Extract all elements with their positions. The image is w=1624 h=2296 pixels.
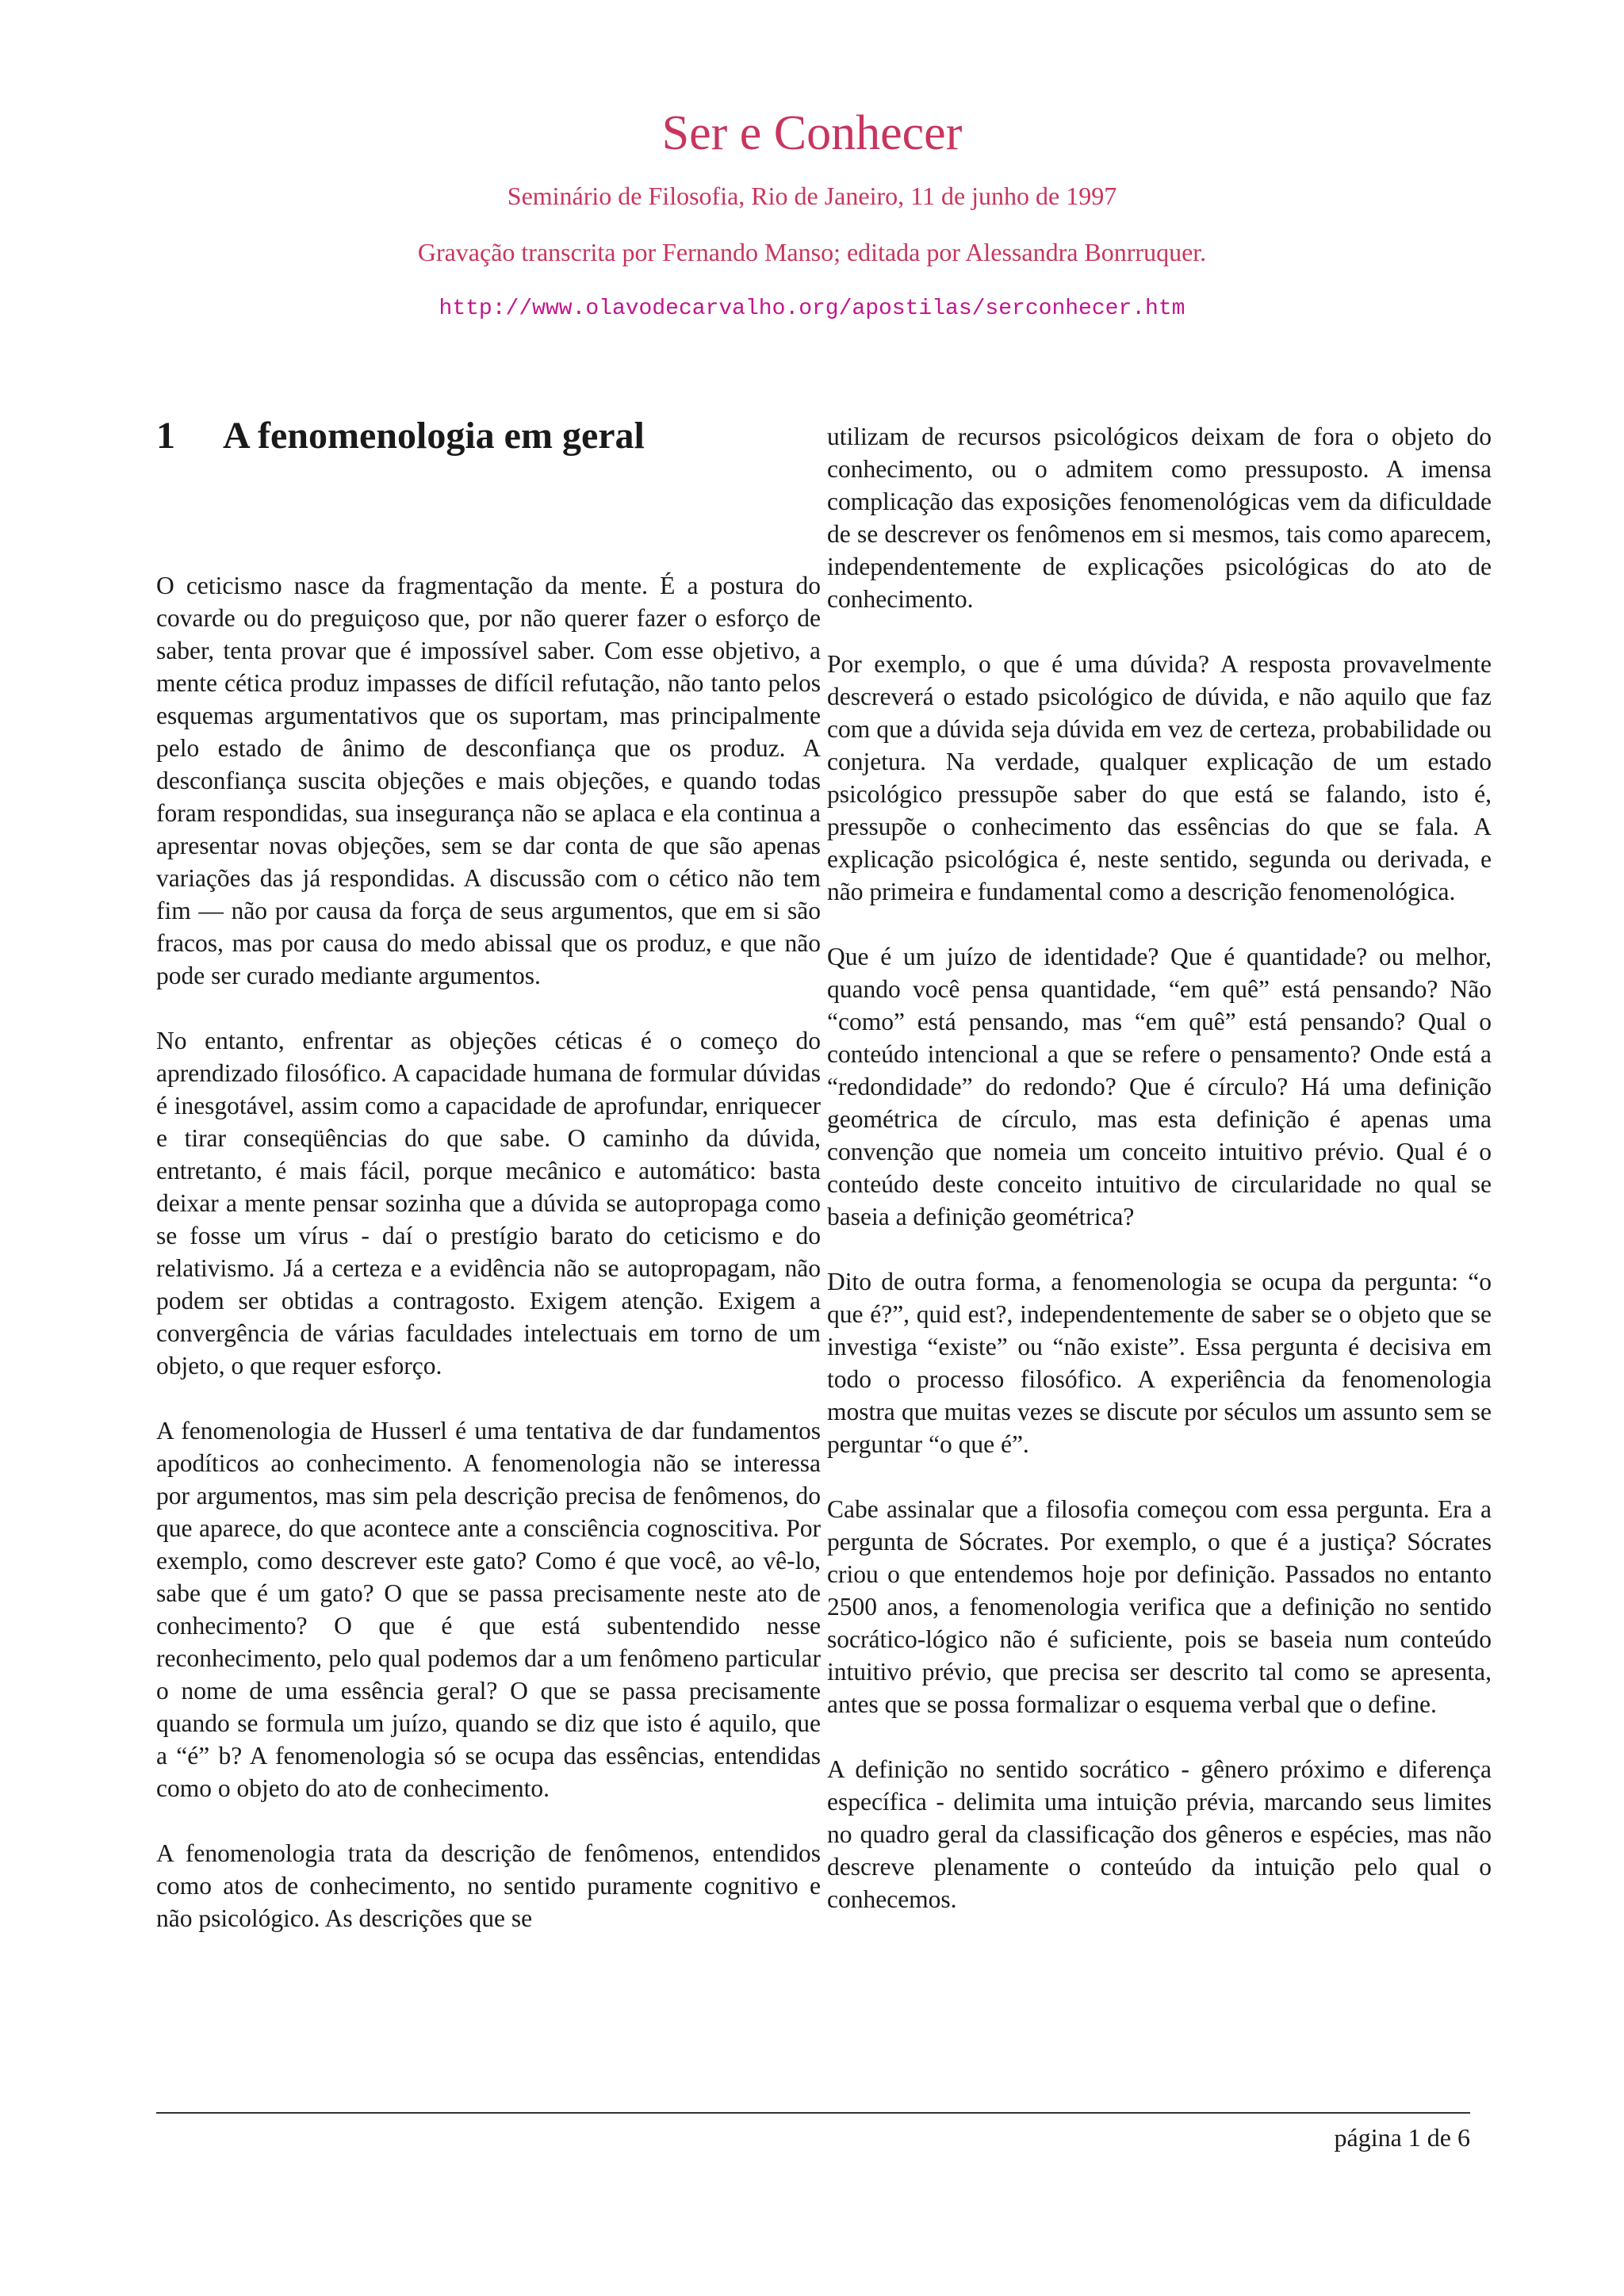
paragraph: A fenomenologia de Husserl é uma tentativa de dar fundamentos apodíticos ao conhecimento. A fenomenologia não se interessa por argumentos, mas sim pela descrição precisa de fenômenos, do que aparece, do que acontece ante a consciência cognoscitiva. Por exemplo, como descrever este gato? Como é que você, ao vê-lo, sabe que é um gato? O que se passa precisamente neste ato de conhecimento? O que é que está subentendido nesse reconhecimento, pelo qual podemos dar a um fenômeno particular o nome de uma essência geral? O que se passa precisamente quando se formula um juízo, quando se diz que isto é aquilo, que a “é” b? A fenomenologia só se ocupa das essências, entendidas como o objeto do ato de conhecimento. <box>156 1417 821 1802</box>
paragraph: No entanto, enfrentar as objeções céticas é o começo do aprendizado filosófico. A capacidade humana de formular dúvidas é inesgotável, assim como a capacidade de aprofundar, enriquecer e tirar conseqüências do que sabe. O caminho da dúvida, entretanto, é mais fácil, porque mecânico e automático: basta deixar a mente pensar sozinha que a dúvida se autopropaga como se fosse um vírus - daí o prestígio barato do ceticismo e do relativismo. Já a certeza e a evidência não se autopropagam, não podem ser obtidas a contragosto. Exigem atenção. Exigem a convergência de várias faculdades intelectuais em torno de um objeto, o que requer esforço. <box>156 1027 821 1380</box>
page-number: página 1 de 6 <box>1334 2123 1470 2152</box>
paragraph: A definição no sentido socrático - gênero próximo e diferença específica - delimita uma intuição prévia, marcando seus limites no quadro geral da classificação dos gêneros e espécies, mas não descreve plenamente o conteúdo da intuição pelo qual o conhecemos. <box>827 1755 1492 1913</box>
section-number: 1 <box>156 415 175 457</box>
paragraph: Cabe assinalar que a filosofia começou com essa pergunta. Era a pergunta de Sócrates. Por exemplo, o que é a justiça? Sócrates criou o que entendemos hoje por definição. Passados no entanto 2500 anos, a fenomenologia verifica que a definição no sentido socrático-lógico não é suficiente, pois se baseia num conteúdo intuitivo prévio, que precisa ser descrito tal como se apresenta, antes que se possa formalizar o esquema verbal que o define. <box>827 1495 1492 1718</box>
footer-divider <box>156 2112 1470 2114</box>
paragraph: Dito de outra forma, a fenomenologia se ocupa da pergunta: “o que é?”, quid est?, independentemente de saber se o objeto que se investiga “existe” ou “não existe”. Essa pergunta é decisiva em todo o processo filosófico. A experiência da fenomenologia mostra que muitas vezes se discute por séculos um assunto sem se perguntar “o que é”. <box>827 1268 1492 1458</box>
paragraph: Que é um juízo de identidade? Que é quantidade? ou melhor, quando você pensa quantidade, “em quê” está pensando? Não “como” está pensando, mas “em quê” está pensando? Qual o conteúdo intencional a que se refere o pensamento? Onde está a “redondidade” do redondo? Que é círculo? Há uma definição geométrica de círculo, mas esta definição é apenas uma convenção que nomeia um conceito intuitivo prévio. Qual é o conteúdo deste conceito intuitivo de circularidade no qual se baseia a definição geométrica? <box>827 943 1492 1230</box>
paragraph: O ceticismo nasce da fragmentação da mente. É a postura do covarde ou do preguiçoso que, por não querer fazer o esforço de saber, tenta provar que é impossível saber. Com esse objetivo, a mente cética produz impasses de difícil refutação, não tanto pelos esquemas argumentativos que os suportam, mas principalmente pelo estado de ânimo de desconfiança que os produz. A desconfiança suscita objeções e mais objeções, e quando todas foram respondidas, sua insegurança não se aplaca e ela continua a apresentar novas objeções, sem se dar conta de que são apenas variações das já respondidas. A discussão com o cético não tem fim — não por causa da força de seus argumentos, que em si são fracos, mas por causa do medo abissal que os produz, e que não pode ser curado mediante argumentos. <box>156 572 821 989</box>
paragraph: Por exemplo, o que é uma dúvida? A resposta provavelmente descreverá o estado psicológico de dúvida, e não aquilo que faz com que a dúvida seja dúvida em vez de certeza, probabilidade ou conjetura. Na verdade, qualquer explicação de um estado psicológico pressupõe saber do que está se falando, isto é, pressupõe o conhecimento das essências do que se fala. A explicação psicológica é, neste sentido, segunda ou derivada, e não primeira e fundamental como a descrição fenomenológica. <box>827 650 1492 905</box>
left-column <box>156 412 821 1967</box>
section-title: A fenomenologia em geral <box>223 415 645 457</box>
document-subtitle: Seminário de Filosofia, Rio de Janeiro, 11 de junho de 1997 <box>507 182 1117 210</box>
document-credits: Gravação transcrita por Fernando Manso; editada por Alessandra Bonrruquer. <box>417 238 1207 266</box>
right-column <box>827 420 1492 1948</box>
document-title: Ser e Conhecer <box>661 106 963 160</box>
paragraph: A fenomenologia trata da descrição de fenômenos, entendidos como atos de conhecimento, no sentido puramente cognitivo e não psicológico. As descrições que se <box>156 1839 821 1932</box>
paragraph: utilizam de recursos psicológicos deixam de fora o objeto do conhecimento, ou o admitem como pressuposto. A imensa complicação das exposições fenomenológicas vem da dificuldade de se descrever os fenômenos em si mesmos, tais como aparecem, independentemente de explicações psicológicas do ato de conhecimento. <box>827 423 1492 613</box>
section-heading <box>156 412 821 460</box>
source-url-link[interactable]: http://www.olavodecarvalho.org/apostilas/serconhecer.htm <box>439 297 1185 321</box>
